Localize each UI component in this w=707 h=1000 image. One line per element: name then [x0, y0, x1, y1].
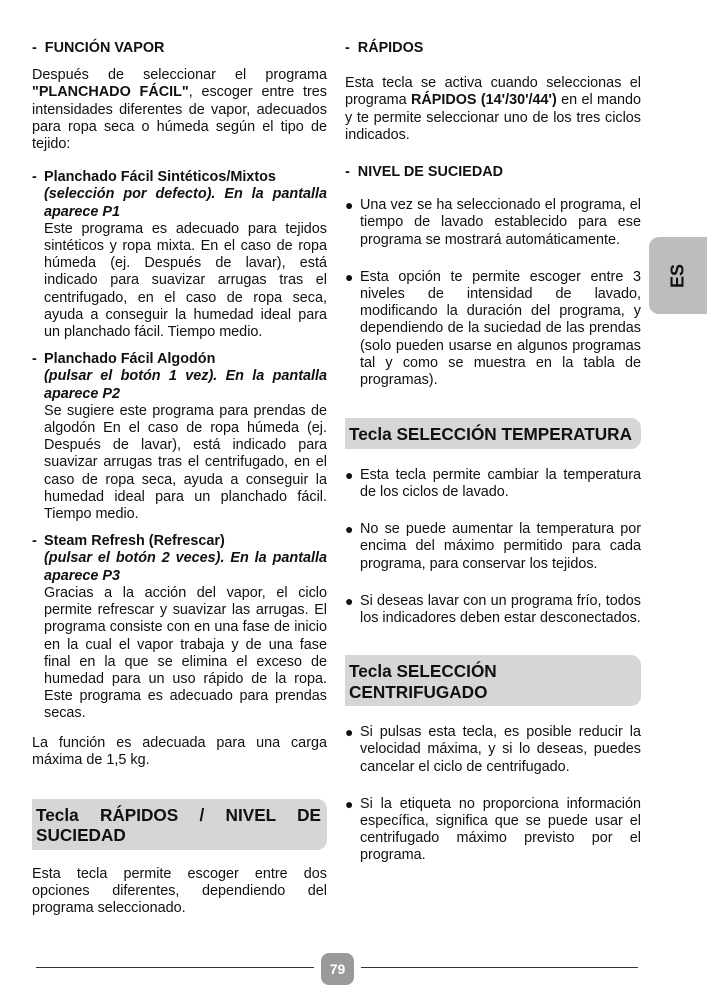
bullet-icon: ●: [345, 197, 354, 214]
language-tab-label: ES: [667, 263, 688, 288]
left-column: [32, 40, 327, 918]
bullet-icon: ●: [345, 521, 354, 538]
page-number: 79: [321, 953, 354, 985]
bullet-icon: ●: [345, 592, 354, 609]
footer-rule-right: [361, 967, 638, 968]
option-display-note: (selección por defecto). En la pantalla aparece P1: [44, 186, 327, 220]
rapidos-description: Esta tecla se activa cuando seleccionas el programa RÁPIDOS (14'/30'/44') en el mando y te permite seleccionar uno de los tres ciclos indicados.: [345, 75, 642, 143]
rapidos-times: RÁPIDOS (14'/30'/44'): [410, 92, 557, 109]
nivel-bullet: ● Una vez se ha seleccionado el programa, el tiempo de lavado establecido para ese programa se mostrará automáticamente.: [345, 197, 641, 248]
language-tab: [649, 237, 707, 314]
nivel-suciedad-heading: - NIVEL DE SUCIEDAD: [345, 164, 504, 181]
nivel-bullet: ● Esta opción te permite escoger entre 3 niveles de intensidad de lavado, modificando la duración del programa, y dependiendo de la suciedad de las prendas (solo pueden usarse en algunos programas tal y como se muestra en la tabla de programas).: [345, 268, 641, 389]
funcion-vapor-heading: - FUNCIÓN VAPOR: [32, 40, 165, 56]
planchado-facil-label: "PLANCHADO FÁCIL": [32, 84, 189, 101]
option-item-p1: - Planchado Fácil Sintéticos/Mixtos (selección por defecto). En la pantalla aparece P1 Este programa es adecuado para tejidos sintéticos y ropa mixta. En el caso de ropa húmeda (ej. Después de lavar), está indicado para suavizar arrugas tras el centrifugado, en el caso de ropa seca, ayuda a conseguir la humedad ideal para un planchado fácil. Tiempo medio.: [32, 169, 327, 341]
section-banner-rapidos: Tecla RÁPIDOS / NIVEL DE SUCIEDAD: [32, 799, 327, 850]
centrifugado-bullet: ● Si la etiqueta no proporciona información específica, significa que se puede usar el centrifugado máximo previsto por el programa.: [345, 795, 641, 864]
option-description: Este programa es adecuado para tejidos sintéticos y ropa mixta. En el caso de ropa húmeda (ej. Después de lavar), está indicado para suavizar arrugas tras el centrifugado, en el caso de ropa seca, ayuda a conseguir la humedad ideal para un planchado fácil. Tiempo medio.: [44, 220, 327, 341]
section-banner-centrifugado: Tecla SELECCIÓN CENTRIFUGADO: [345, 655, 641, 706]
option-title: Planchado Fácil Algodón: [44, 351, 216, 368]
option-display-note: (pulsar el botón 1 vez). En la pantalla aparece P2: [44, 368, 327, 402]
option-description: Gracias a la acción del vapor, el ciclo permite refrescar y suavizar las arrugas. El programa consiste con en una fase de inicio en la cual el vapor trabaja y de una fase final en la que se elimina el exceso de humedad para un uso rápido de la ropa. Este programa es adecuado para prendas secas.: [44, 584, 327, 722]
option-item-p2: - Planchado Fácil Algodón (pulsar el botón 1 vez). En la pantalla aparece P2 Se sugiere este programa para prendas de algodón En el caso de ropa húmeda (ej. Después de lavar), está indicado para suavizar arrugas tras el centrifugado, en el caso de ropa seca, ayuda a conseguir la humedad ideal para un planchado fácil. Tiempo medio.: [32, 351, 327, 523]
option-title: Planchado Fácil Sintéticos/Mixtos: [44, 169, 276, 186]
bullet-icon: ●: [345, 268, 354, 285]
option-description: Se sugiere este programa para prendas de algodón En el caso de ropa húmeda (ej. Después de lavar), está indicado para suavizar arrugas tras el centrifugado, en el caso de ropa seca, ayuda a conseguir la humedad ideal para un planchado fácil. Tiempo medio.: [44, 402, 327, 523]
funcion-vapor-intro: Después de seleccionar el programa "PLANCHADO FÁCIL", escoger entre tres intensidades diferentes de vapor, adecuados para ropa seca o húmeda según el tipo de tejido:: [32, 67, 327, 153]
temperatura-bullet: ● Esta tecla permite cambiar la temperatura de los ciclos de lavado.: [345, 466, 641, 500]
funcion-vapor-title: FUNCIÓN VAPOR: [44, 40, 165, 56]
footer-rule-left: [36, 967, 314, 968]
section-banner-temperatura: Tecla SELECCIÓN TEMPERATURA: [345, 418, 641, 449]
load-note: La función es adecuada para una carga máxima de 1,5 kg.: [32, 734, 327, 768]
bullet-icon: ●: [345, 724, 354, 741]
bullet-icon: ●: [345, 466, 354, 483]
right-column: [345, 40, 641, 865]
rapidos-heading: - RÁPIDOS: [345, 40, 424, 56]
option-item-p3: - Steam Refresh (Refrescar) (pulsar el botón 2 veces). En la pantalla aparece P3 Gracias a la acción del vapor, el ciclo permite refrescar y suavizar las arrugas. El programa consiste con en una fase de inicio en la cual el vapor trabaja y de una fase final en la que se elimina el exceso de humedad para un uso rápido de la ropa. Este programa es adecuado para prendas secas.: [32, 533, 327, 722]
option-display-note: (pulsar el botón 2 veces). En la pantalla aparece P3: [44, 550, 327, 584]
bullet-icon: ●: [345, 795, 354, 812]
rapidos-intro: Esta tecla permite escoger entre dos opciones diferentes, dependiendo del programa seleccionado.: [32, 865, 327, 917]
option-title: Steam Refresh (Refrescar): [44, 533, 225, 550]
temperatura-bullet: ● No se puede aumentar la temperatura por encima del máximo permitido para cada programa, para conservar los tejidos.: [345, 521, 641, 572]
temperatura-bullet: ● Si deseas lavar con un programa frío, todos los indicadores deben estar desconectados.: [345, 592, 641, 626]
centrifugado-bullet: ● Si pulsas esta tecla, es posible reducir la velocidad máxima, y si lo deseas, puedes cancelar el ciclo de centrifugado.: [345, 724, 641, 775]
